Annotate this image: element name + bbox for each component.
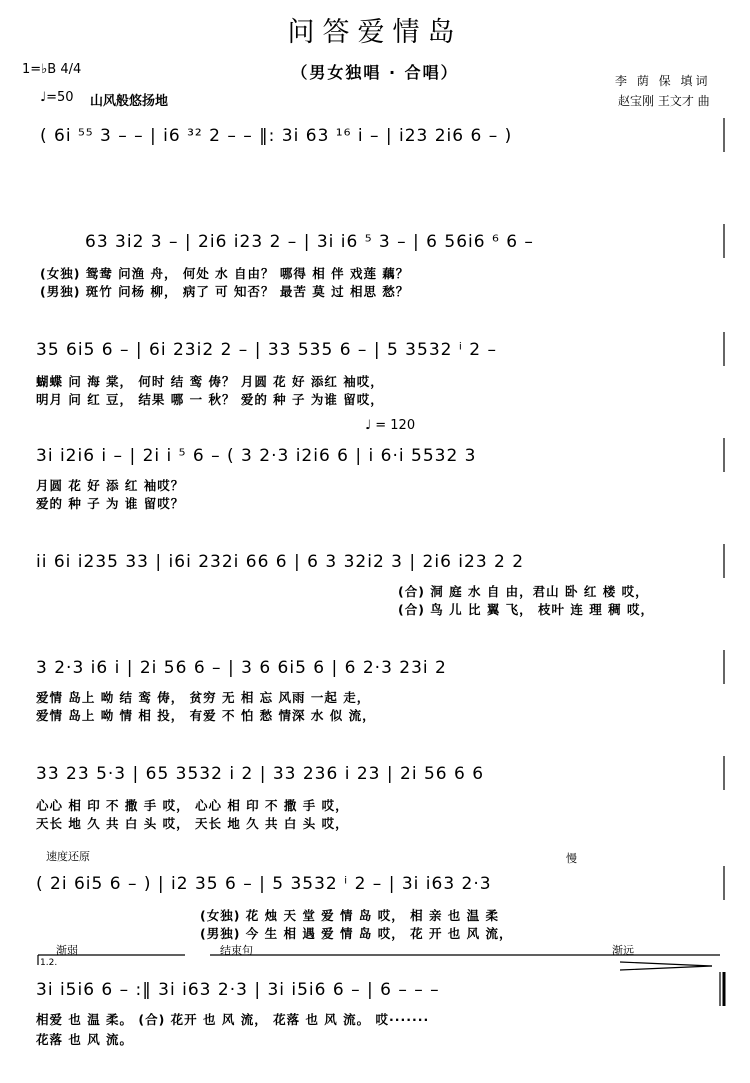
tempo-restore-mark: 速度还原 [46, 850, 90, 863]
volta-mark: 1.2. [40, 958, 58, 968]
score-line-8: ( 2i 6i5 6 – ) | i2 35 6 – | 5 3532 ⁱ 2 – | 3i i63 2·3 [36, 874, 492, 894]
score-line-4: 3i i2i6 i – | 2i i ⁵ 6 – ( 3 2·3 i2i6 6 | i 6·i 5532 3 [36, 446, 477, 466]
diminuendo-mark: 渐弱 [56, 944, 78, 957]
composer-credit: 赵宝刚 王文才 曲 [618, 94, 710, 108]
lyric-line-3b: 明月 问 红 豆， 结果 哪 一 秋？ 爱的 种 子 为谁 留哎， [36, 392, 384, 407]
lyric-line-4b: 爱的 种 子 为 谁 留哎？ [36, 496, 185, 511]
score-line-2: 63 3i2 3 – | 2i6 i23 2 – | 3i i6 ⁵ 3 – | 6 56i6 ⁶ 6 – [85, 232, 534, 252]
lyric-line-2a: (女独) 鸳鸯 问渔 舟， 何处 水 自由？ 哪得 相 伴 戏莲 藕？ [40, 266, 410, 281]
lyric-line-7b: 天长 地 久 共 白 头 哎， 天长 地 久 共 白 头 哎， [36, 816, 349, 831]
lyricist-credit: 李 荫 保 填词 [615, 74, 711, 88]
score-line-5: ii 6i i235 33 | i6i 232i 66 6 | 6 3 32i2 3 | 2i6 i23 2 2 [36, 552, 525, 572]
tempo-marking: ♩=50 [40, 90, 74, 105]
score-line-3: 35 6i5 6 – | 6i 23i2 2 – | 33 535 6 – | 5 3532 ⁱ 2 – [36, 340, 498, 360]
lyric-line-6a: 爱情 岛上 呦 结 鸾 俦， 贫穷 无 相 忘 风雨 一起 走， [36, 690, 371, 705]
lyric-line-8a: (女独) 花 烛 天 堂 爱 情 岛 哎， 相 亲 也 温 柔 [200, 908, 499, 923]
score-line-1: ( 6i ⁵⁵ 3 – – | i6 ³² 2 – – ‖: 3i 63 ¹⁶ i – | i23 2i6 6 – ) [40, 126, 513, 146]
lyric-line-9a: 相爱 也 温 柔。 (合) 花开 也 风 流， 花落 也 风 流。 哎······· [36, 1012, 430, 1027]
lyric-line-8b: (男独) 今 生 相 遇 爱 情 岛 哎， 花 开 也 风 流， [200, 926, 513, 941]
lyric-line-5a: (合) 洞 庭 水 自 由，君山 卧 红 楼 哎， [398, 584, 649, 599]
lyric-line-2b: (男独) 斑竹 问杨 柳， 病了 可 知否？ 最苦 莫 过 相思 愁？ [40, 284, 410, 299]
lyric-line-7a: 心心 相 印 不 撒 手 哎， 心心 相 印 不 撒 手 哎， [36, 798, 349, 813]
key-time-signature: 1=♭B 4/4 [22, 62, 82, 77]
fading-mark: 渐远 [612, 944, 634, 957]
tempo-change-marking: ♩ = 120 [365, 418, 416, 433]
lyric-line-3a: 蝴蝶 问 海 棠， 何时 结 鸾 俦？ 月圆 花 好 添红 袖哎， [36, 374, 384, 389]
lyric-line-5b: (合) 鸟 儿 比 翼 飞， 枝叶 连 理 稠 哎， [398, 602, 654, 617]
score-line-9: 3i i5i6 6 – :‖ 3i i63 2·3 | 3i i5i6 6 – | 6 – – – [36, 980, 440, 1000]
lyric-line-6b: 爱情 岛上 呦 情 相 投， 有爱 不 怕 愁 情深 水 似 流， [36, 708, 376, 723]
score-line-6: 3 2·3 i6 i | 2i 56 6 – | 3 6 6i5 6 | 6 2·3 23i 2 [36, 658, 447, 678]
ending-phrase-mark: 结束句 [220, 944, 253, 957]
song-title: 问答爱情岛 [287, 17, 463, 48]
lyric-line-4a: 月圆 花 好 添 红 袖哎？ [36, 478, 185, 493]
score-line-7: 33 23 5·3 | 65 3532 i 2 | 33 236 i 23 | 2i 56 6 6 [36, 764, 485, 784]
expression-marking: 山风般悠扬地 [90, 94, 169, 109]
slow-mark: 慢 [566, 852, 577, 865]
song-subtitle: （男女独唱 · 合唱） [291, 63, 459, 82]
lyric-line-9b: 花落 也 风 流。 [36, 1032, 134, 1047]
